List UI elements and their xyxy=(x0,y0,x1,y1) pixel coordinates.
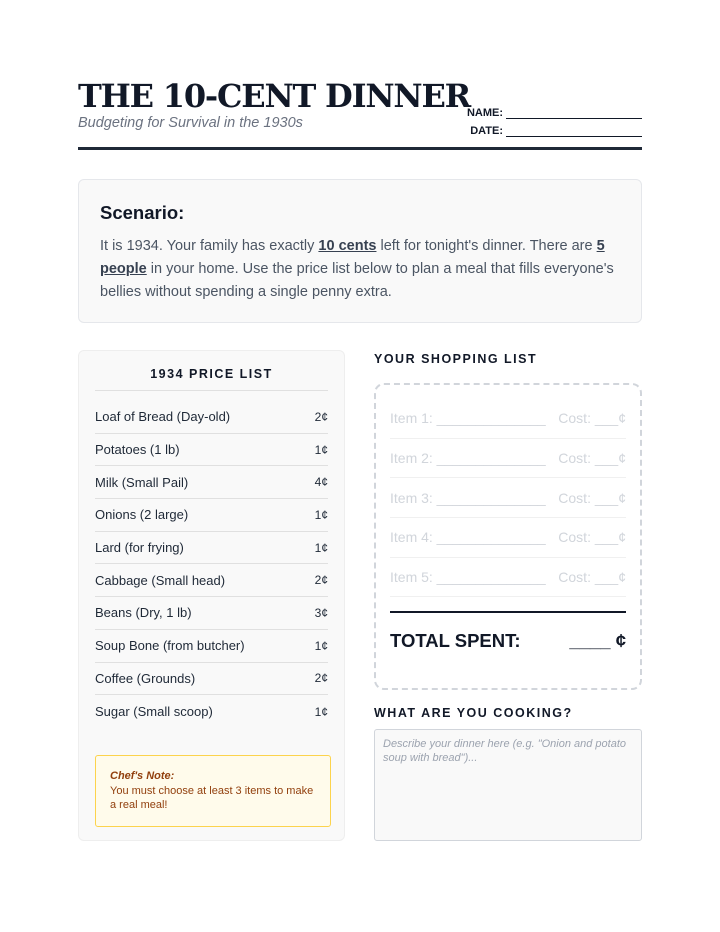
shopping-cost-blank[interactable]: Cost: ___¢ xyxy=(558,450,626,467)
price-item-name: Lard (for frying) xyxy=(95,540,184,556)
price-row xyxy=(95,532,328,565)
note-title: Chef's Note: xyxy=(110,770,175,782)
price-item-cost: 2¢ xyxy=(314,573,328,588)
price-item-name: Potatoes (1 lb) xyxy=(95,442,180,458)
price-row xyxy=(95,663,328,696)
worksheet-header xyxy=(78,78,642,150)
price-item-name: Beans (Dry, 1 lb) xyxy=(95,605,192,621)
total-value[interactable]: ____ ¢ xyxy=(569,630,626,651)
price-item-cost: 1¢ xyxy=(314,704,328,719)
price-row xyxy=(95,564,328,597)
date-input-line[interactable] xyxy=(506,125,642,137)
price-list-card xyxy=(78,350,345,841)
price-row xyxy=(95,695,328,728)
cooking-title: WHAT ARE YOU COOKING? xyxy=(374,706,573,720)
name-label: NAME: xyxy=(466,107,503,119)
shopping-list-box xyxy=(374,383,642,690)
shopping-row[interactable] xyxy=(390,478,626,518)
chefs-note xyxy=(95,755,331,827)
total-divider xyxy=(390,611,626,613)
date-field xyxy=(442,119,642,137)
shopping-row[interactable] xyxy=(390,518,626,558)
scenario-heading: Scenario: xyxy=(100,202,185,223)
total-spent-row xyxy=(390,630,626,652)
name-field xyxy=(442,101,642,119)
price-item-cost: 3¢ xyxy=(314,605,328,620)
price-list-title: 1934 PRICE LIST xyxy=(95,367,328,391)
page-title: THE 10-CENT DINNER xyxy=(78,77,471,115)
scenario-text-part: left for tonight's dinner. There are xyxy=(376,238,597,254)
people-count: 5 people xyxy=(100,238,605,277)
shopping-row[interactable] xyxy=(390,558,626,598)
total-label: TOTAL SPENT: xyxy=(390,630,521,651)
price-row xyxy=(95,466,328,499)
shopping-cost-blank[interactable]: Cost: ___¢ xyxy=(558,529,626,546)
price-item-name: Sugar (Small scoop) xyxy=(95,704,213,720)
shopping-item-blank[interactable]: Item 1: ______________ xyxy=(390,410,546,427)
scenario-text xyxy=(100,235,620,304)
shopping-cost-blank[interactable]: Cost: ___¢ xyxy=(558,410,626,427)
shopping-row[interactable] xyxy=(390,399,626,439)
price-item-cost: 2¢ xyxy=(314,409,328,424)
price-item-cost: 4¢ xyxy=(314,475,328,490)
price-item-name: Onions (2 large) xyxy=(95,507,189,523)
budget-amount: 10 cents xyxy=(318,238,377,254)
price-item-cost: 1¢ xyxy=(314,507,328,522)
price-row xyxy=(95,401,328,434)
name-date-fields xyxy=(442,101,642,137)
price-item-name: Cabbage (Small head) xyxy=(95,572,226,588)
name-input-line[interactable] xyxy=(506,107,642,119)
price-list-rows xyxy=(95,401,328,728)
price-row xyxy=(95,597,328,630)
price-item-cost: 1¢ xyxy=(314,540,328,555)
shopping-list-rows xyxy=(390,399,626,597)
price-row xyxy=(95,630,328,663)
shopping-item-blank[interactable]: Item 5: ______________ xyxy=(390,569,546,586)
price-item-name: Coffee (Grounds) xyxy=(95,670,196,686)
shopping-cost-blank[interactable]: Cost: ___¢ xyxy=(558,489,626,506)
shopping-item-blank[interactable]: Item 3: ______________ xyxy=(390,489,546,506)
scenario-text-part: It is 1934. Your family has exactly xyxy=(100,238,319,254)
shopping-cost-blank[interactable]: Cost: ___¢ xyxy=(558,569,626,586)
shopping-row[interactable] xyxy=(390,439,626,479)
price-item-cost: 1¢ xyxy=(314,442,328,457)
cooking-description-field[interactable]: Describe your dinner here (e.g. "Onion and potato soup with bread")... xyxy=(374,729,642,841)
shopping-list-title: YOUR SHOPPING LIST xyxy=(374,352,538,366)
scenario-box xyxy=(78,179,642,323)
price-row xyxy=(95,434,328,467)
shopping-item-blank[interactable]: Item 4: ______________ xyxy=(390,529,546,546)
price-item-name: Loaf of Bread (Day-old) xyxy=(95,409,231,425)
scenario-text-part: in your home. Use the price list below to plan a meal that fills everyone's bellies without spending a single penny extra. xyxy=(100,261,614,300)
date-label: DATE: xyxy=(470,125,503,137)
shopping-item-blank[interactable]: Item 2: ______________ xyxy=(390,450,546,467)
price-item-name: Milk (Small Pail) xyxy=(95,474,189,490)
note-text: You must choose at least 3 items to make a real meal! xyxy=(110,784,314,811)
price-item-cost: 1¢ xyxy=(314,638,328,653)
price-item-cost: 2¢ xyxy=(314,671,328,686)
price-item-name: Soup Bone (from butcher) xyxy=(95,638,245,654)
page-subtitle: Budgeting for Survival in the 1930s xyxy=(78,115,303,131)
price-row xyxy=(95,499,328,532)
